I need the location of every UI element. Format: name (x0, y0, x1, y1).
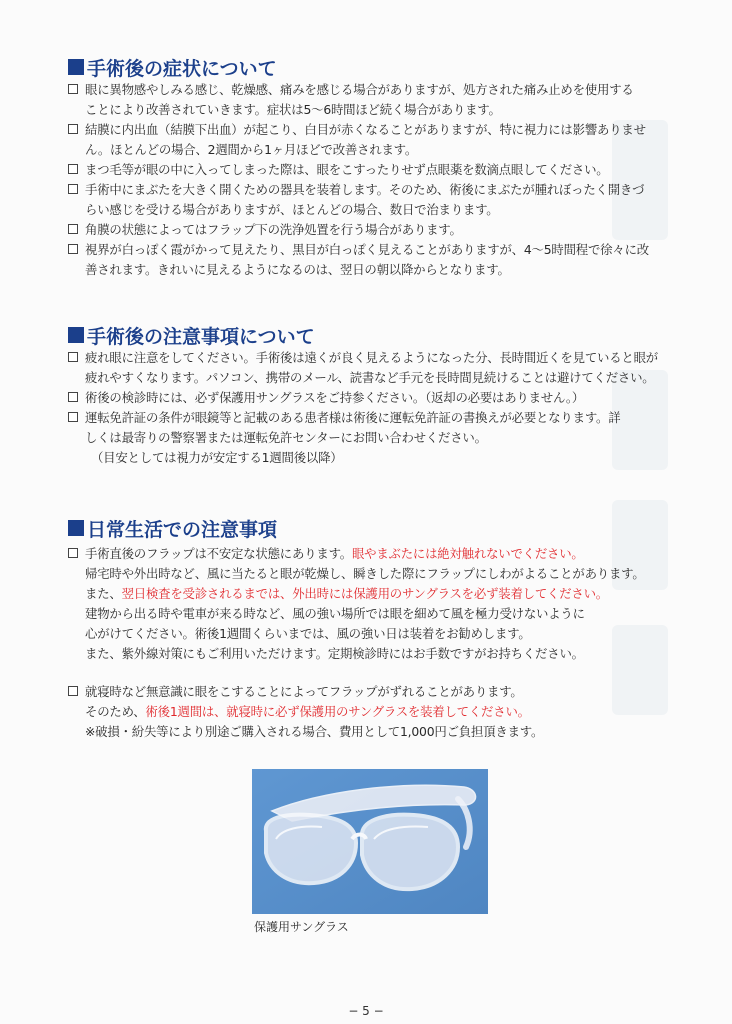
daily-life-heading (68, 516, 676, 540)
item-text: ことにより改善されていきます。症状は5〜6時間ほど続く場合があります。 (85, 102, 501, 117)
item-text-plain: また、 (85, 586, 122, 601)
item-text: まつ毛等が眼の中に入ってしまった際は、眼をこすったりせず点眼薬を数滴点眼してください。 (85, 162, 609, 177)
checkbox-icon (68, 412, 78, 422)
item-text: 運転免許証の条件が眼鏡等と記載のある患者様は術後に運転免許証の書換えが必要となります。詳 (85, 410, 621, 425)
checkbox-icon (68, 244, 78, 254)
square-bullet-icon (68, 327, 84, 343)
list-item (68, 160, 676, 180)
item-text (85, 544, 676, 564)
checkbox-icon (68, 392, 78, 402)
sunglasses-photo (252, 769, 488, 914)
item-text: 結膜に内出血（結膜下出血）が起こり、白目が赤くなることがありますが、特に視力には影響ありませ (85, 122, 646, 137)
list-item (68, 240, 676, 280)
list-item (68, 544, 676, 664)
item-text: 疲れ眼に注意をしてください。手術後は遠くが良く見えるようになった分、長時間近くを見ていると眼が (85, 350, 658, 365)
item-text (85, 702, 676, 722)
list-item (68, 180, 676, 220)
item-text: 帰宅時や外出時など、風に当たると眼が乾燥し、瞬きした際にフラップにしわがよることがあります。 (85, 566, 645, 581)
item-text: 術後の検診時には、必ず保護用サングラスをご持参ください。（返却の必要はありません。） (85, 390, 585, 405)
list-item (68, 120, 676, 160)
warning-text: 術後1週間は、就寝時に必ず保護用のサングラスを装着してください。 (145, 704, 530, 719)
precautions-list (68, 348, 676, 468)
checkbox-icon (68, 184, 78, 194)
warning-text: 翌日検査を受診されるまでは、外出時には保護用のサングラスを必ず装着してください。 (121, 586, 608, 601)
item-text: らい感じを受ける場合がありますが、ほとんどの場合、数日で治まります。 (85, 202, 499, 217)
item-text: 善されます。きれいに見えるようになるのは、翌日の朝以降からとなります。 (85, 262, 510, 277)
square-bullet-icon (68, 59, 84, 75)
symptoms-title: 手術後の症状について (87, 57, 277, 80)
checkbox-icon (68, 224, 78, 234)
item-text: 視界が白っぽく霞がかって見えたり、黒目が白っぽく見えることがありますが、4〜5時間程で徐々に改 (85, 242, 649, 257)
item-text: 手術中にまぶたを大きく開くための器具を装着します。そのため、術後にまぶたが腫れぼったく開きづ (85, 182, 645, 197)
list-item (68, 408, 676, 468)
checkbox-icon (68, 164, 78, 174)
list-item (68, 682, 676, 742)
list-item (68, 220, 676, 240)
checkbox-icon (68, 352, 78, 362)
list-item (68, 80, 676, 120)
daily-life-section (68, 516, 676, 742)
precautions-heading (68, 323, 676, 347)
photo-caption: 保護用サングラス (254, 920, 349, 934)
item-text: （目安としては視力が安定する1週間後以降） (85, 450, 343, 465)
item-text: 建物から出る時や電車が来る時など、風の強い場所では眼を細めて風を極力受けないように (85, 606, 585, 621)
list-item (68, 388, 676, 408)
item-text: 疲れやすくなります。パソコン、携帯のメール、読書など手元を長時間見続けることは避けてください。 (85, 370, 655, 385)
square-bullet-icon (68, 520, 84, 536)
warning-text: 眼やまぶたには絶対触れないでください。 (351, 546, 584, 561)
page-number: − 5 − (348, 1004, 384, 1018)
checkbox-icon (68, 548, 78, 558)
precautions-title: 手術後の注意事項について (87, 325, 315, 348)
checkbox-icon (68, 84, 78, 94)
symptoms-list (68, 80, 676, 280)
item-text: また、紫外線対策にもご利用いただけます。定期検診時にはお手数ですがお持ちください。 (85, 646, 584, 661)
price-note: ※破損・紛失等により別途ご購入される場合、費用として1,000円ご負担頂きます。 (85, 724, 544, 739)
item-text: 角膜の状態によってはフラップ下の洗浄処置を行う場合があります。 (85, 222, 462, 237)
item-text: 眼に異物感やしみる感じ、乾燥感、痛みを感じる場合がありますが、処方された痛み止めを使用する (85, 82, 634, 97)
daily-life-list (68, 544, 676, 742)
item-text-plain: 手術直後のフラップは不安定な状態にあります。 (85, 546, 352, 561)
checkbox-icon (68, 686, 78, 696)
item-text: しくは最寄りの警察署または運転免許センターにお問い合わせください。 (85, 430, 487, 445)
checkbox-icon (68, 124, 78, 134)
precautions-section (68, 323, 676, 468)
daily-life-title: 日常生活での注意事項 (87, 518, 278, 541)
item-text (85, 584, 676, 604)
item-text-plain: そのため、 (85, 704, 146, 719)
symptoms-section (68, 55, 676, 280)
list-item (68, 348, 676, 388)
item-text: 就寝時など無意識に眼をこすることによってフラップがずれることがあります。 (85, 684, 523, 699)
item-text: 心がけてください。術後1週間くらいまでは、風の強い日は装着をお勧めします。 (85, 626, 531, 641)
item-text: ん。ほとんどの場合、2週間から1ヶ月ほどで改善されます。 (85, 142, 418, 157)
sunglasses-illustration (252, 769, 488, 914)
symptoms-heading (68, 55, 676, 79)
